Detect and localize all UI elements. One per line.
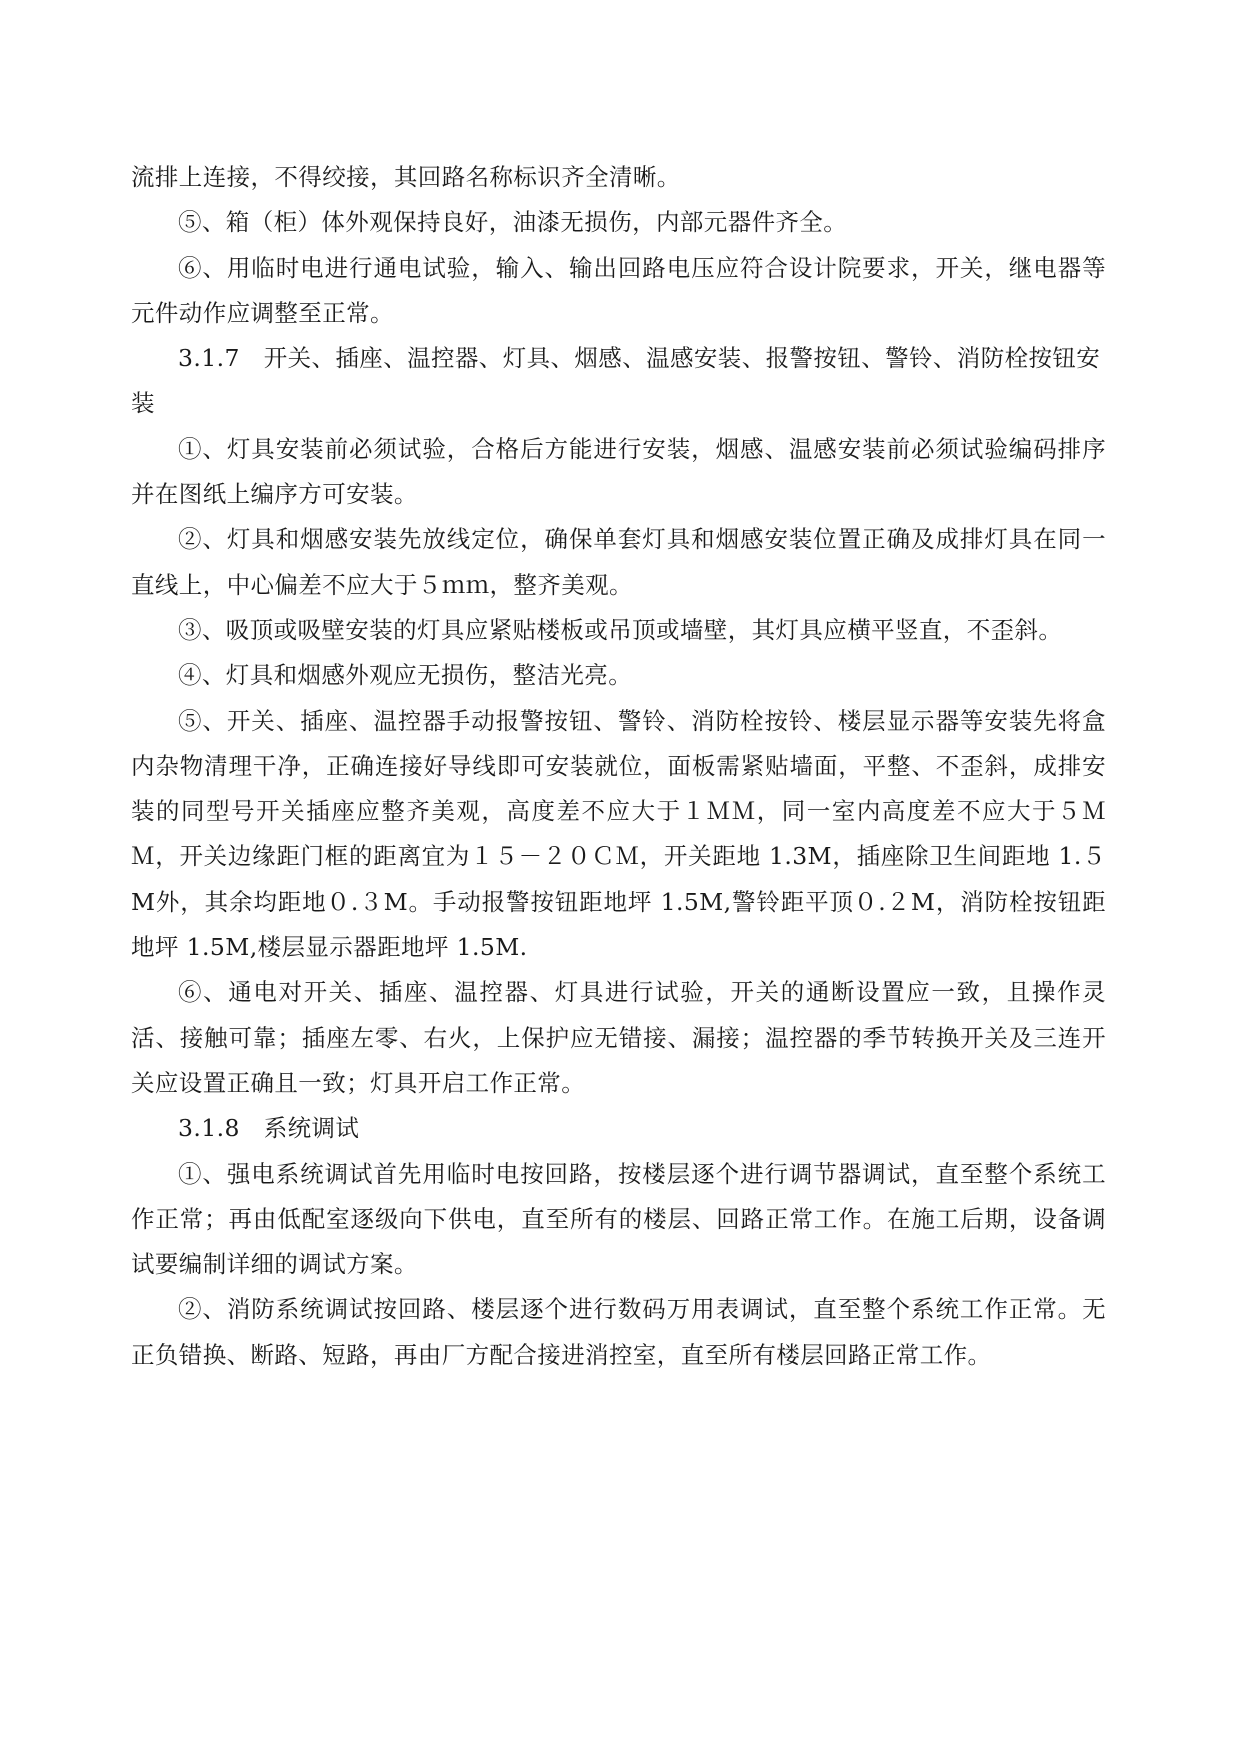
document-body (131, 155, 1106, 1378)
paragraph-continuation: 流排上连接，不得绞接，其回路名称标识齐全清晰。 (131, 163, 681, 191)
paragraph-item-2-fire-debug: ②、消防系统调试按回路、楼层逐个进行数码万用表调试，直至整个系统工作正常。无正负错换、断路、短路，再由厂方配合接进消控室，直至所有楼层回路正常工作。 (131, 1295, 1106, 1369)
section-heading-3-1-8: 3.1.8 系统调试 (178, 1114, 360, 1143)
section-heading-3-1-7: 3.1.7 开关、插座、温控器、灯具、烟感、温感安装、报警按钮、警铃、消防栓按钮安装 (131, 344, 1101, 418)
paragraph-item-6-power-test: ⑥、用临时电进行通电试验，输入、输出回路电压应符合设计院要求，开关，继电器等元件动作应调整至正常。 (131, 253, 1106, 327)
paragraph-item-3-ceiling-mount: ③、吸顶或吸壁安装的灯具应紧贴楼板或吊顶或墙壁，其灯具应横平竖直，不歪斜。 (178, 615, 1063, 644)
paragraph-item-1-power-debug: ①、强电系统调试首先用临时电按回路，按楼层逐个进行调节器调试，直至整个系统工作正常；再由低配室逐级向下供电，直至所有的楼层、回路正常工作。在施工后期，设备调试要编制详细的调试方案。 (131, 1159, 1106, 1279)
paragraph-item-6-energize-test: ⑥、通电对开关、插座、温控器、灯具进行试验，开关的通断设置应一致，且操作灵活、接触可靠；插座左零、右火，上保护应无错接、漏接；温控器的季节转换开关及三连开关应设置正确且一致；灯具开启工作正常。 (131, 978, 1106, 1097)
paragraph-item-4-appearance: ④、灯具和烟感外观应无损伤，整洁光亮。 (178, 661, 633, 690)
paragraph-item-5-switch-install: ⑤、开关、插座、温控器手动报警按钮、警铃、消防栓按铃、楼层显示器等安装先将盒内杂物清理干净，正确连接好导线即可安装就位，面板需紧贴墙面，平整、不歪斜，成排安装的同型号开关插座应整齐美观，高度差不应大于１ＭＭ，同一室内高度差不应大于５ＭＭ，开关边缘距门框的距离宜为１５－２０ＣＭ，开关距地 1.3M，插座除卫生间距地 1.５M外，其余均距地０.３M。手动报警按钮距地坪 1.5M,警铃距平顶０.２M，消防栓按钮距地坪 1.5M,楼层显示器距地坪 1.5M. (131, 706, 1106, 962)
paragraph-item-1-lamp-test: ①、灯具安装前必须试验，合格后方能进行安装，烟感、温感安装前必须试验编码排序并在图纸上编序方可安装。 (131, 434, 1106, 509)
paragraph-item-5-cabinet: ⑤、箱（柜）体外观保持良好，油漆无损伤，内部元器件齐全。 (178, 208, 848, 237)
paragraph-item-2-positioning: ②、灯具和烟感安装先放线定位，确保单套灯具和烟感安装位置正确及成排灯具在同一直线上，中心偏差不应大于５ｍｍ，整齐美观。 (131, 525, 1106, 599)
